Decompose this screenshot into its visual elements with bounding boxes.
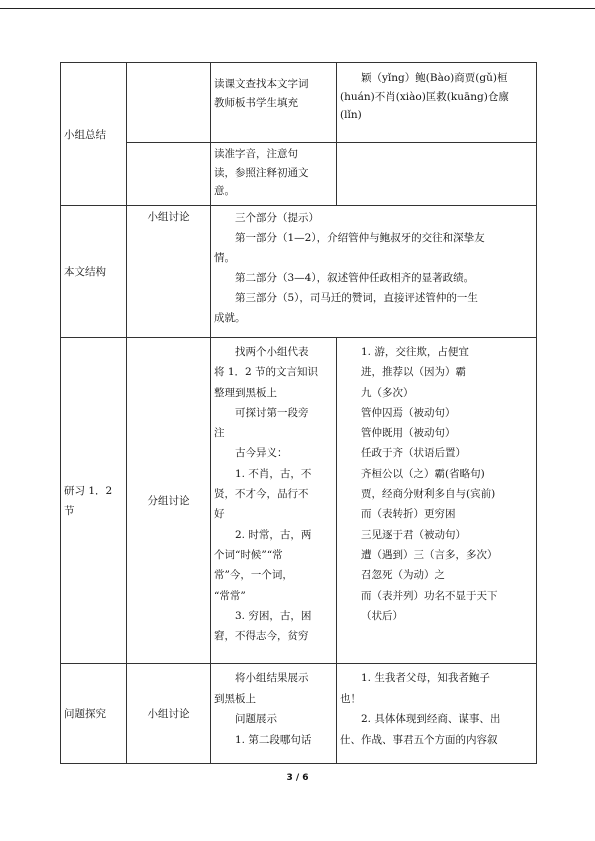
method-cell	[127, 143, 211, 206]
text-line: 2. 时常，古，两	[235, 528, 312, 541]
section-cell	[61, 338, 127, 664]
student-activity-cell	[337, 143, 537, 206]
text-line: 任政于齐（状语后置）	[361, 447, 466, 460]
structure-content-cell	[211, 206, 537, 338]
method-cell	[127, 63, 211, 143]
text-line: 而（表并列）功名不显于天下	[361, 589, 498, 602]
text-line: 三个部分（提示）	[235, 212, 319, 224]
text-line: “常常”	[214, 589, 246, 602]
teacher-activity-cell	[211, 338, 337, 664]
text-line: 读准字音，注意句	[214, 148, 298, 160]
row-study-sections	[61, 338, 537, 664]
teacher-activity-cell	[211, 143, 337, 206]
text-line: 贤，不才今，品行不	[214, 488, 309, 501]
section-cell	[61, 206, 127, 338]
section-cell	[61, 664, 127, 764]
text-line: 3. 穷困，古，困	[235, 609, 312, 622]
text-line: (lǐn)	[340, 109, 362, 122]
text-line: 2. 具体体现到经商、谋事、出	[361, 713, 501, 725]
text-line: 遭（遇到）三（言多，多次）	[361, 548, 498, 561]
teacher-activity-cell	[211, 63, 337, 143]
text-line: 问题展示	[235, 713, 277, 725]
text-line: 管仲既用（被动句）	[361, 427, 456, 440]
text-line: 管仲囚焉（被动句）	[361, 406, 456, 419]
method-cell	[127, 664, 211, 764]
text-line: 教师板书学生填充	[214, 96, 298, 109]
method-label: 小组讨论	[147, 708, 190, 720]
section-label: 本文结构	[64, 266, 106, 278]
text-line: 将 1．2 节的文言知识	[214, 366, 319, 379]
text-line: 意。	[214, 185, 235, 198]
text-line: 也！	[340, 692, 361, 705]
text-line: 找两个小组代表	[235, 346, 309, 358]
section-cell	[61, 63, 127, 206]
text-line: 三见逐于君（被动句）	[361, 528, 466, 541]
text-line: 读，参照注释初通文	[214, 166, 309, 179]
text-line: 窘，不得志今，贫穷	[214, 630, 309, 643]
row-group-summary-2	[61, 143, 537, 206]
method-cell	[127, 206, 211, 338]
method-label: 小组讨论	[147, 211, 190, 223]
method-label	[127, 143, 210, 147]
text-line: (huán)不肖(xiào)匡救(kuāng)仓廪	[340, 90, 509, 103]
text-line: 九（多次）	[361, 386, 414, 399]
text-line: 到黑板上	[214, 692, 256, 705]
method-label: 分组讨论	[147, 495, 190, 507]
text-line: 好	[214, 508, 225, 521]
teacher-activity-cell	[211, 664, 337, 764]
page-number: 3 / 6	[286, 773, 309, 783]
text-line: （状后）	[361, 609, 403, 622]
text-line: 齐桓公以（之）霸(省略句)	[361, 467, 485, 480]
text-line: 常”今，一个词，	[214, 569, 293, 582]
section-label: 小组总结	[64, 128, 106, 141]
text-line: 可探讨第一段旁	[235, 406, 309, 419]
text-line: 进，推荐以（因为）霸	[361, 366, 466, 379]
text-line: 读课文查找本文字词	[214, 78, 309, 90]
header-rule	[0, 8, 595, 9]
text-line: 召忽死（为动）之	[361, 569, 445, 582]
text-line: 1. 第二段哪句话	[235, 733, 312, 746]
row-group-summary-1	[61, 63, 537, 143]
text-line: 第二部分（3—4），叙述管仲任政相齐的显著政绩。	[235, 272, 475, 284]
text-line: 第三部分（5），司马迁的赞词，直接评述管仲的一生	[235, 292, 478, 304]
text-line: 古今异义：	[235, 447, 288, 460]
text-line: 第一部分（1—2），介绍管仲与鲍叔牙的交往和深挚友	[235, 232, 485, 244]
section-label: 节	[64, 504, 75, 517]
text-line: 仕、作战、事君五个方面的内容叙	[340, 733, 498, 746]
text-line: 注	[214, 427, 225, 440]
text-line: 而（表转折）更穷困	[361, 508, 456, 521]
row-problem-inquiry	[61, 664, 537, 764]
text-line: 贾，经商分财利多自与(宾前)	[361, 488, 496, 501]
method-cell	[127, 338, 211, 664]
section-label: 研习 1．2	[64, 484, 113, 497]
text-line: 成就。	[214, 312, 246, 324]
text-line: 整理到黑板上	[214, 386, 277, 399]
student-activity-cell	[337, 664, 537, 764]
text-line: 情。	[214, 252, 235, 264]
student-activity-cell	[337, 63, 537, 143]
section-label: 问题探究	[64, 708, 106, 720]
text-line: 个词“时候”“常	[214, 548, 283, 561]
text-line: 1. 不肖，古，不	[235, 467, 312, 480]
text-line: 颖（yǐng）鲍(Bào)商贾(gǔ)桓	[361, 72, 508, 84]
method-label	[127, 63, 210, 67]
student-activity-cell	[337, 338, 537, 664]
text-line: 1. 游，交往欺，占便宜	[361, 346, 469, 358]
row-text-structure	[61, 206, 537, 338]
text-line: 1. 生我者父母，知我者鲍子	[361, 672, 490, 684]
text-line: 将小组结果展示	[235, 672, 309, 684]
lesson-plan-table	[60, 62, 537, 764]
